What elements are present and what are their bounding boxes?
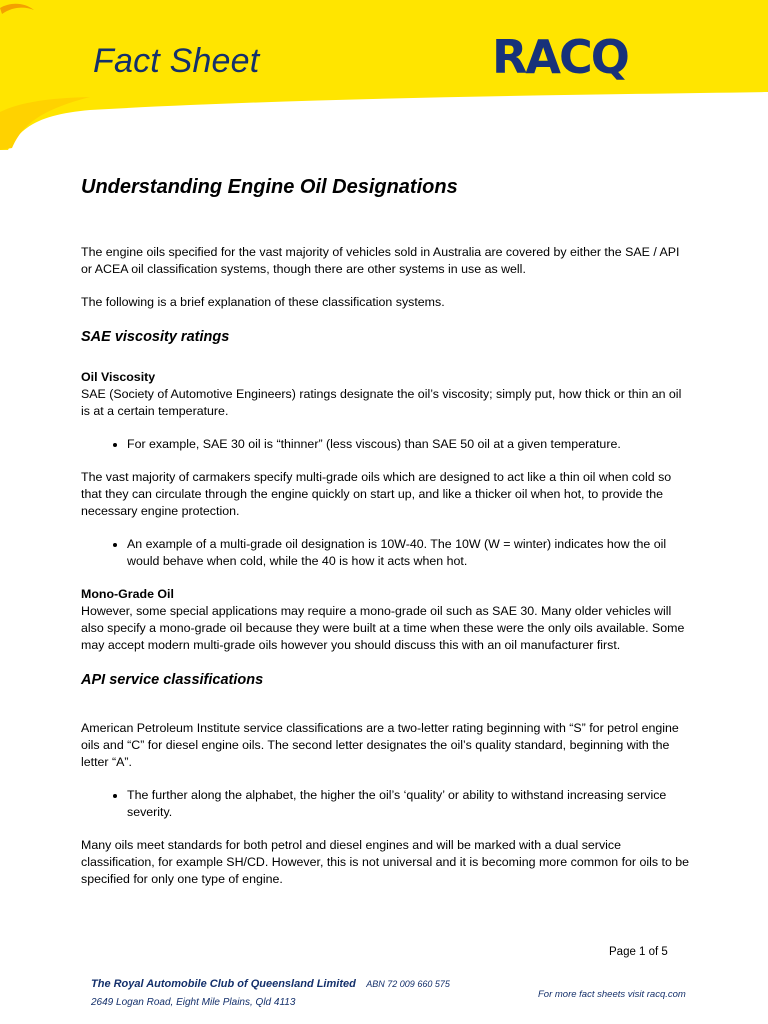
sae-bullet-list-1 — [81, 436, 691, 453]
subheading-oil-viscosity: Oil Viscosity — [81, 370, 156, 384]
section-heading-sae: SAE viscosity ratings — [81, 329, 230, 345]
logo-swoosh-icon — [0, 0, 34, 22]
document-body — [81, 168, 691, 888]
intro-paragraph-1: The engine oils specified for the vast majority of vehicles sold in Australia are covered by either the SAE / API or ACEA oil classification systems, though there are other systems in use as well. — [81, 245, 680, 276]
oil-viscosity-paragraph: SAE (Society of Automotive Engineers) ratings designate the oil’s viscosity; simply put, how thick or thin an oil is at a certain temperature. — [81, 387, 682, 418]
api-bullet-list — [81, 787, 691, 821]
list-item: • For example, SAE 30 oil is “thinner” (less viscous) than SAE 50 oil at a given temperature. — [127, 436, 691, 453]
list-item: • An example of a multi-grade oil designation is 10W-40. The 10W (W = winter) indicates how the oil would behave when cold, while the 40 is how it acts when hot. — [127, 536, 691, 570]
page-number: Page 1 of 5 — [609, 946, 668, 958]
document-title: Understanding Engine Oil Designations — [81, 176, 458, 198]
footer-more-link[interactable]: For more fact sheets visit racq.com — [538, 989, 686, 1000]
mono-grade-paragraph: However, some special applications may require a mono-grade oil such as SAE 30. Many older vehicles will also specify a mono-grade oil because they were built at a time when these were the only oils available. Some may accept modern multi-grade oils however you should discuss this with an oil manufacturer first. — [81, 604, 685, 652]
footer-organisation — [91, 974, 450, 1008]
header-band — [0, 0, 768, 150]
organisation-name: The Royal Automobile Club of Queensland Limited — [91, 978, 356, 990]
intro-paragraph-2: The following is a brief explanation of these classification systems. — [81, 295, 445, 309]
list-item: • The further along the alphabet, the higher the oil’s ‘quality’ or ability to withstand increasing service severity. — [127, 787, 691, 821]
api-paragraph-2: Many oils meet standards for both petrol and diesel engines and will be marked with a dual service classification, for example SH/CD. However, this is not universal and it is becoming more common for oils to be specified for only one type of engine. — [81, 838, 690, 886]
api-paragraph-1: American Petroleum Institute service classifications are a two-letter rating beginning with “S” for petrol engine oils and “C” for diesel engine oils. The second letter designates the oil’s quality standard, beginning with the letter “A”. — [81, 721, 679, 769]
organisation-address: 2649 Logan Road, Eight Mile Plains, Qld 4113 — [91, 997, 296, 1008]
subheading-mono-grade: Mono-Grade Oil — [81, 587, 174, 601]
multigrade-paragraph: The vast majority of carmakers specify multi-grade oils which are designed to act like a thin oil when cold so that they can circulate through the engine quickly on start up, and like a thicker oil when hot, to provide the necessary engine protection. — [81, 470, 672, 518]
section-heading-api: API service classifications — [81, 672, 264, 688]
fact-sheet-title: Fact Sheet — [93, 42, 260, 80]
abn-number: ABN 72 009 660 575 — [366, 979, 450, 989]
racq-logo: RACQ — [492, 30, 628, 84]
sae-bullet-list-2 — [81, 536, 691, 570]
